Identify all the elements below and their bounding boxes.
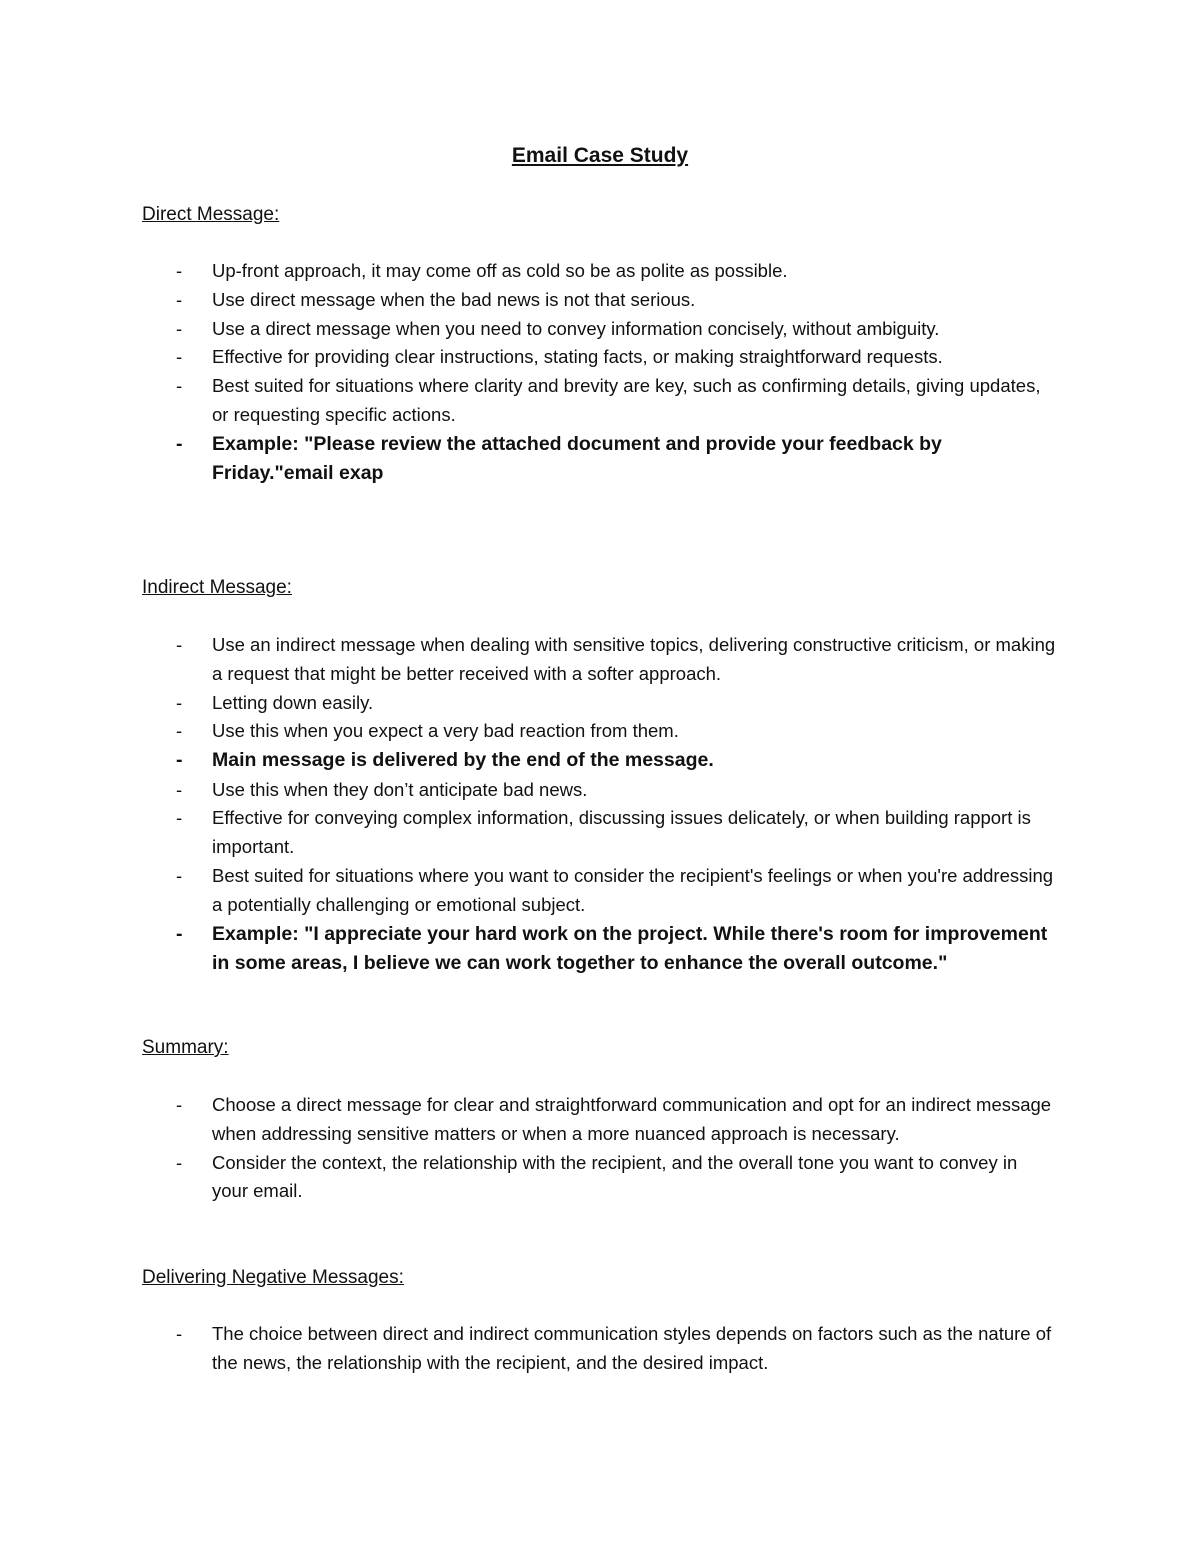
list-item (176, 717, 1056, 746)
list-item-text: Best suited for situations where you want to consider the recipient's feelings or when you're addressing a potentially challenging or emotional subject. (212, 865, 1054, 915)
list-item-text: Up-front approach, it may come off as cold so be as polite as possible. (212, 260, 788, 281)
list-item (176, 315, 1056, 344)
list-item (176, 257, 1056, 286)
bullet-dash: - (176, 922, 183, 945)
list-item-text: Use direct message when the bad news is not that serious. (212, 288, 696, 310)
list-item-text: The choice between direct and indirect communication styles depends on factors such as the nature of the news, the relationship with the recipient, and the desired impact. (212, 1323, 1052, 1373)
list-item-text: Example: "Please review the attached document and provide your feedback by Friday."email exap (212, 432, 942, 485)
list-item (176, 1091, 1056, 1149)
bullet-dash: - (176, 749, 183, 772)
list-item-text: Use this when you expect a very bad reaction from them. (212, 720, 679, 742)
direct-message-heading: Direct Message: (142, 204, 280, 225)
list-item (176, 1320, 1056, 1378)
indirect-message-heading: Indirect Message: (142, 577, 292, 598)
bullet-dash: - (176, 634, 183, 655)
bullet-dash: - (176, 432, 183, 455)
bullet-dash: - (176, 288, 183, 310)
bullet-dash: - (176, 807, 183, 829)
indirect-message-list (176, 631, 1056, 979)
list-item-text: Effective for conveying complex information, discussing issues delicately, or when building rapport is important. (212, 807, 1031, 858)
list-item (176, 286, 1056, 315)
list-item-text: Use an indirect message when dealing with sensitive topics, delivering constructive criticism, or making a request that might be better received with a softer approach. (212, 634, 1056, 684)
bullet-dash: - (176, 317, 183, 339)
bullet-dash: - (176, 375, 183, 397)
bullet-dash: - (176, 1151, 183, 1173)
list-item-text: Use a direct message when you need to convey information concisely, without ambiguity. (212, 317, 940, 339)
bullet-dash: - (176, 691, 183, 713)
list-item-text: Use this when they don’t anticipate bad news. (212, 778, 588, 800)
list-item (176, 689, 1056, 718)
bullet-dash: - (176, 260, 183, 281)
list-item-text: Choose a direct message for clear and straightforward communication and opt for an indirect message when addressing sensitive matters or when a more nuanced approach is necessary. (212, 1094, 1052, 1144)
negative-messages-heading: Delivering Negative Messages: (142, 1267, 404, 1288)
bullet-dash: - (176, 346, 183, 368)
document-title: Email Case Study (511, 144, 689, 167)
list-item (176, 343, 1056, 372)
list-item-example (176, 430, 1056, 489)
bullet-dash: - (176, 720, 183, 742)
bullet-dash: - (176, 1094, 183, 1115)
bullet-dash: - (176, 778, 183, 800)
list-item-emphasis (176, 746, 1056, 776)
list-item-text: Example: "I appreciate your hard work on the project. While there's room for improvement in some areas, I believe we can work together to enhance the overall outcome." (212, 922, 1048, 975)
direct-message-list (176, 257, 1056, 489)
bullet-dash: - (176, 865, 183, 887)
list-item-text: Best suited for situations where clarity and brevity are key, such as confirming details, giving updates, or requesting specific actions. (212, 375, 1041, 425)
bullet-dash: - (176, 1323, 183, 1344)
list-item-text: Effective for providing clear instructions, stating facts, or making straightforward requests. (212, 346, 943, 368)
summary-list (176, 1091, 1056, 1206)
negative-messages-list (176, 1320, 1056, 1378)
list-item-text: Main message is delivered by the end of the message. (212, 749, 714, 772)
list-item (176, 631, 1056, 689)
list-item (176, 862, 1056, 920)
list-item-example (176, 920, 1056, 979)
summary-heading: Summary: (142, 1037, 229, 1058)
list-item-text: Letting down easily. (212, 691, 374, 713)
list-item (176, 776, 1056, 805)
list-item (176, 804, 1056, 862)
list-item (176, 1149, 1056, 1207)
list-item (176, 372, 1056, 430)
list-item-text: Consider the context, the relationship with the recipient, and the overall tone you want to convey in your email. (212, 1151, 1018, 1202)
